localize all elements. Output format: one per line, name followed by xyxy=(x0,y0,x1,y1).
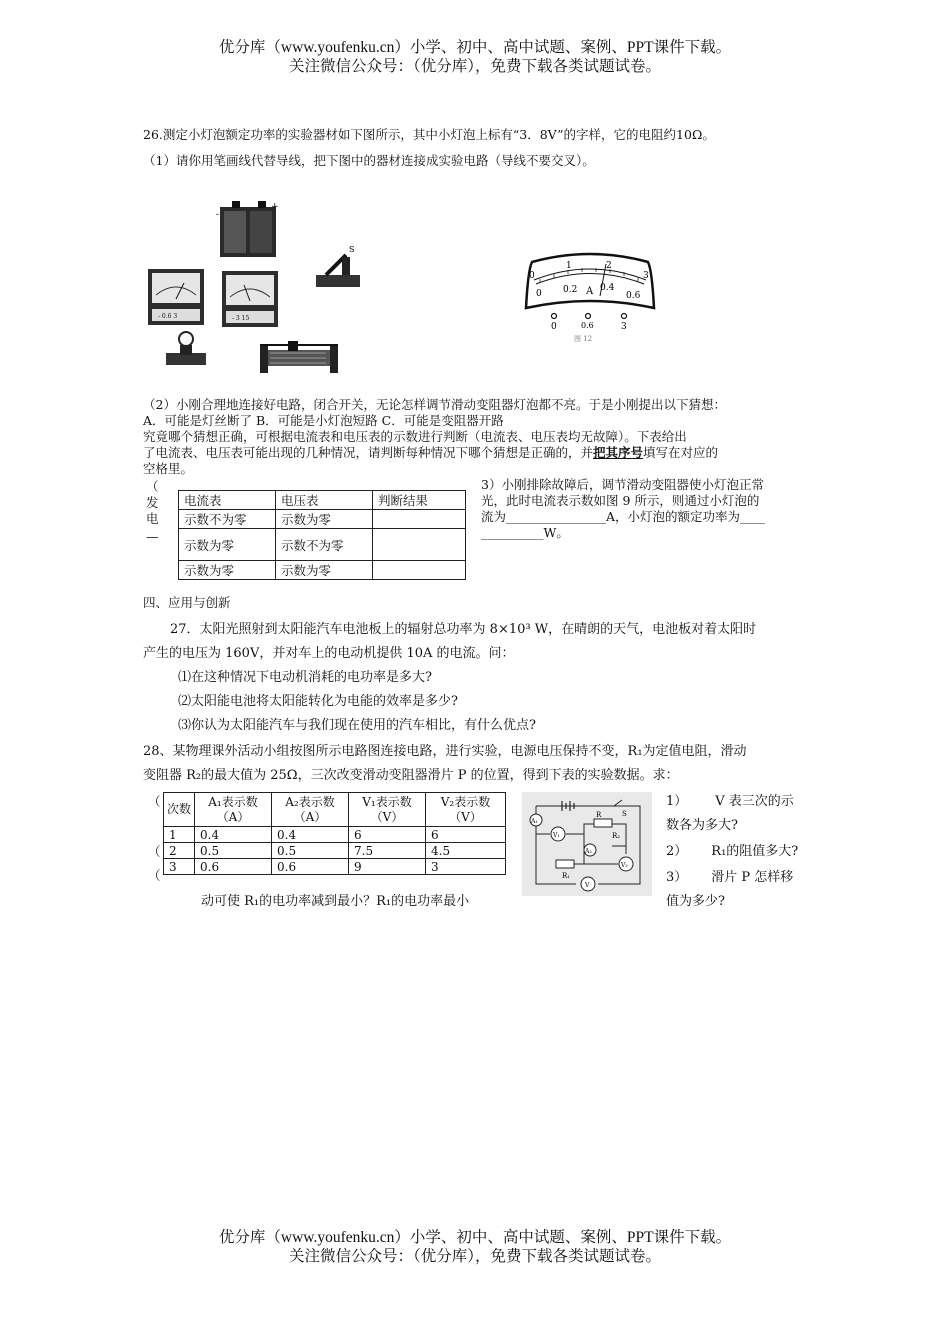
q26-part3-line2: 光，此时电流表示数如图 9 所示，则通过小灯泡的 xyxy=(481,493,760,508)
q28-right-3-cont: 值为多少? xyxy=(666,894,725,909)
table-cell: 示数不为零 xyxy=(179,510,276,529)
section-title: 四、应用与创新 xyxy=(143,595,231,610)
circuit-r: R xyxy=(596,811,602,819)
dial-term-0: 0 xyxy=(551,322,557,332)
switch-label: S xyxy=(349,245,355,254)
voltmeter-icon xyxy=(222,271,278,327)
table-header-cell: V₁表示数（V） xyxy=(349,793,426,827)
table-cell: 4.5 xyxy=(426,843,506,859)
q28-right-2 xyxy=(666,840,798,864)
side-char-2: 发 xyxy=(146,495,159,510)
header-line-1: 优分库（www.youfenku.cn）小学、初中、高中试题、案例、PPT课件下载。 xyxy=(218,39,732,56)
table-cell: 2 xyxy=(164,843,195,859)
dial-term-06: 0.6 xyxy=(581,321,594,330)
circuit-v: V xyxy=(585,882,590,889)
rheostat-icon xyxy=(594,819,612,827)
table-header-cell: 电压表 xyxy=(276,491,373,510)
table-cell: 示数不为零 xyxy=(276,529,373,561)
side-char-3: 电 xyxy=(146,511,159,526)
q28-paren-3: （ xyxy=(148,868,161,883)
q26-part2-line4a: 了电流表、电压表可能出现的几种情况，请判断每种情况下哪个猜想是正确的，并 xyxy=(143,445,594,460)
q26-part2-line2: A．可能是灯丝断了 B．可能是小灯泡短路 C．可能是变阻器开路 xyxy=(143,413,504,428)
circuit-a1: A₁ xyxy=(531,818,538,825)
dial-term-3: 3 xyxy=(621,322,627,332)
q27-sub1: ⑴在这种情况下电动机消耗的电功率是多大? xyxy=(178,670,432,685)
table-row xyxy=(164,859,506,875)
table-cell: 0.4 xyxy=(272,827,349,843)
table-header-cell: A₁表示数（A） xyxy=(195,793,272,827)
q27-line2: 产生的电压为 160V，并对车上的电动机提供 10A 的电流。问： xyxy=(143,646,515,661)
ammeter-dial-figure xyxy=(520,250,660,342)
side-char-1: （ xyxy=(146,479,159,494)
q27-sub3: ⑶你认为太阳能汽车与我们现在使用的汽车相比，有什么优点? xyxy=(178,718,536,733)
table-cell: 0.5 xyxy=(272,843,349,859)
q28-right-3 xyxy=(666,866,793,890)
circuit-r2: R₂ xyxy=(612,832,621,840)
svg-text:- 0.6 3: - 0.6 3 xyxy=(158,313,178,320)
q28-right-2-text: R₁的阻值多大? xyxy=(711,844,799,859)
dial-top-3: 3 xyxy=(643,271,649,281)
answer-cell[interactable] xyxy=(373,510,466,529)
dial-top-1: 1 xyxy=(566,261,572,271)
circuit-diagram xyxy=(522,792,652,896)
q28-right-1-cont: 数各为多大? xyxy=(666,818,738,833)
circuit-s: S xyxy=(622,810,627,818)
q26-part3-line4: __________W。 xyxy=(481,525,569,540)
q26-part2-line5: 空格里。 xyxy=(143,461,194,476)
q26-part2-line4c: 填写在对应的 xyxy=(643,445,719,460)
table-header-cell: 次数 xyxy=(164,793,195,827)
table-cell: 示数为零 xyxy=(179,529,276,561)
table-cell: 示数为零 xyxy=(276,510,373,529)
table-header-cell: 判断结果 xyxy=(373,491,466,510)
table-cell: 9 xyxy=(349,859,426,875)
table-cell: 3 xyxy=(426,859,506,875)
q26-stem: 26.测定小灯泡额定功率的实验器材如下图所示，其中小灯泡上标有“3．8V”的字样，它的电阻约10Ω。 xyxy=(143,127,715,142)
dial-top-0: 0 xyxy=(529,271,535,281)
bulb-icon xyxy=(166,332,206,365)
answer-cell[interactable] xyxy=(373,529,466,561)
q28-paren-2: （ xyxy=(148,844,161,859)
svg-text:- 3 15: - 3 15 xyxy=(232,315,250,322)
table-row xyxy=(179,529,466,561)
q26-part3-line1: 3）小刚排除故障后，调节滑动变阻器使小灯泡正常 xyxy=(481,477,764,492)
table-header-cell: V₂表示数（V） xyxy=(426,793,506,827)
table-cell: 6 xyxy=(426,827,506,843)
table-cell: 示数为零 xyxy=(276,561,373,580)
q26-part1: （1）请你用笔画线代替导线，把下图中的器材连接成实验电路（导线不要交叉）。 xyxy=(143,153,595,168)
q26-part2-line4b: 把其序号 xyxy=(593,445,644,460)
dial-unit: A xyxy=(586,286,594,297)
resistor-r1-icon xyxy=(556,860,574,868)
switch-icon xyxy=(316,245,360,287)
q26-table xyxy=(178,490,466,580)
table-header-row xyxy=(179,491,466,510)
q26-part2-line1: （2）小刚合理地连接好电路，闭合开关，无论怎样调节滑动变阻器灯泡都不亮。于是小刚提出以下猜想： xyxy=(143,397,726,412)
battery-icon xyxy=(216,201,279,257)
table-row xyxy=(164,827,506,843)
side-char-4: — xyxy=(146,529,159,544)
q28-right-2-num: 2） xyxy=(666,844,688,859)
q28-bottom-line: 动可使 R₁的电功率减到最小？R₁的电功率最小 xyxy=(201,894,470,909)
table-cell: 3 xyxy=(164,859,195,875)
q27-line1: 27．太阳光照射到太阳能汽车电池板上的辐射总功率为 8×10³ W，在晴朗的天气，电池板对着太阳时 xyxy=(170,622,757,637)
q28-right-3-num: 3） xyxy=(666,870,688,885)
ammeter-icon xyxy=(148,269,204,325)
circuit-v1: V₁ xyxy=(553,832,560,839)
table-row xyxy=(179,510,466,529)
table-cell: 0.6 xyxy=(195,859,272,875)
q26-part2-line3: 究竟哪个猜想正确，可根据电流表和电压表的示数进行判断（电流表、电压表均无故障）。下表给出 xyxy=(143,429,687,444)
q28-right-3-text: 滑片 P 怎样移 xyxy=(711,870,794,885)
dial-bot-04: 0.4 xyxy=(600,283,615,293)
q28-right-1 xyxy=(666,790,794,814)
q27-sub2: ⑵太阳能电池将太阳能转化为电能的效率是多少? xyxy=(178,694,458,709)
circuit-v2: V₂ xyxy=(621,862,628,869)
table-header-row xyxy=(164,793,506,827)
footer-line-2: 关注微信公众号：（优分库），免费下载各类试题试卷。 xyxy=(288,1248,661,1265)
svg-text:-: - xyxy=(216,210,220,220)
circuit-a2: A₂ xyxy=(585,848,592,855)
footer-line-1: 优分库（www.youfenku.cn）小学、初中、高中试题、案例、PPT课件下载。 xyxy=(218,1229,732,1246)
table-header-cell: A₂表示数（A） xyxy=(272,793,349,827)
table-cell: 0.6 xyxy=(272,859,349,875)
dial-top-2: 2 xyxy=(606,261,612,271)
table-cell: 6 xyxy=(349,827,426,843)
dial-bot-06: 0.6 xyxy=(626,291,641,301)
table-row xyxy=(164,843,506,859)
table-cell: 0.5 xyxy=(195,843,272,859)
table-cell: 0.4 xyxy=(195,827,272,843)
table-header-cell: 电流表 xyxy=(179,491,276,510)
answer-cell[interactable] xyxy=(373,561,466,580)
equipment-illustration xyxy=(140,195,380,390)
q26-part3-line3: 流为________________A，小灯泡的额定功率为____ xyxy=(481,509,766,524)
rheostat-icon xyxy=(260,341,338,373)
q28-line1: 28、某物理课外活动小组按图所示电路图连接电路，进行实验，电源电压保持不变，R₁为定值电阻，滑动 xyxy=(143,744,747,759)
table-cell: 7.5 xyxy=(349,843,426,859)
q28-paren-1: （ xyxy=(148,794,161,809)
table-row xyxy=(179,561,466,580)
q28-table xyxy=(163,792,506,875)
q28-right-1-text: V 表三次的示 xyxy=(715,794,794,809)
svg-text:+: + xyxy=(271,202,279,212)
table-cell: 1 xyxy=(164,827,195,843)
dial-bot-0: 0 xyxy=(536,289,542,299)
circuit-r1: R₁ xyxy=(562,872,571,880)
q28-line2: 变阻器 R₂的最大值为 25Ω，三次改变滑动变阻器滑片 P 的位置，得到下表的实验数据。求： xyxy=(143,768,679,783)
q28-right-1-num: 1） xyxy=(666,794,688,809)
q26-part2-line4 xyxy=(143,444,718,462)
dial-bot-02: 0.2 xyxy=(563,285,578,295)
header-line-2: 关注微信公众号：（优分库），免费下载各类试题试卷。 xyxy=(288,58,661,75)
table-cell: 示数为零 xyxy=(179,561,276,580)
dial-caption: 图 12 xyxy=(574,335,593,342)
